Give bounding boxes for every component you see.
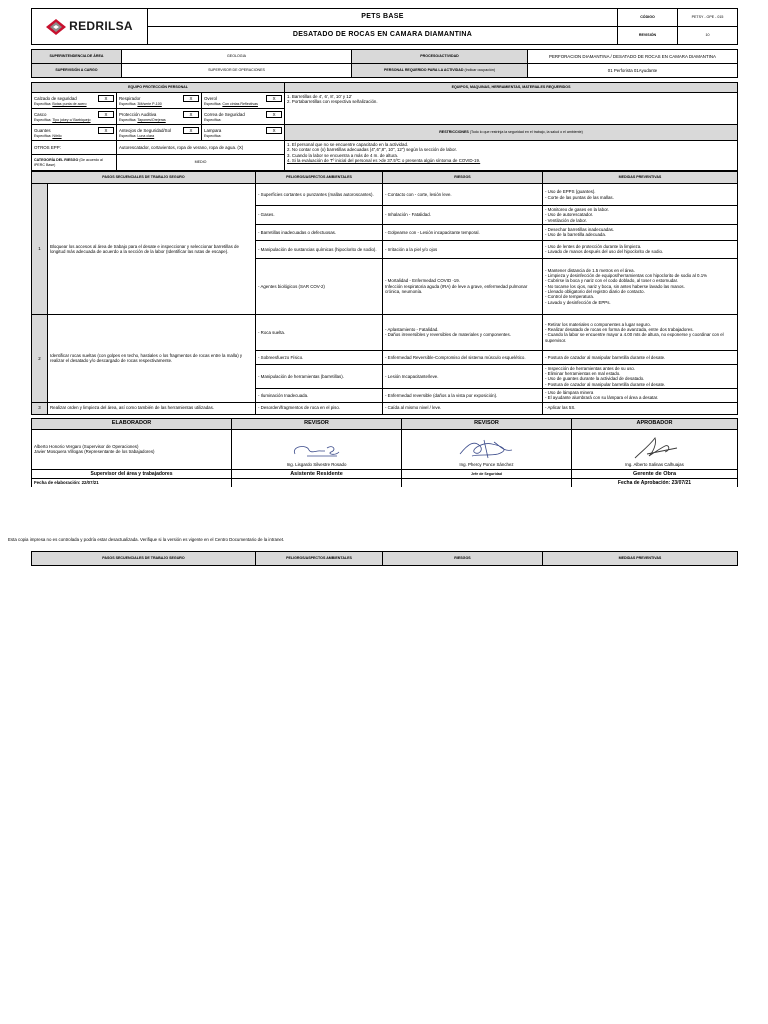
epp-check[interactable]: X — [98, 95, 114, 102]
epp-check[interactable]: X — [266, 111, 282, 118]
equipos-item: 2. Portabarretillas con respectiva señalización. — [287, 99, 378, 105]
elaborador-names: Alberto Honorio Vergaro (Supervisor de Operaciones) Javier Mosquera Villogas (Representante de los trabajadores) — [32, 429, 232, 469]
epp-item: Respirador X Especifica: 3M/serie P-100 — [117, 93, 202, 109]
epp-check[interactable]: X — [266, 95, 282, 102]
superintendencia-label: SUPERINTENDENCIA DE ÁREA — [32, 50, 122, 64]
step-riesgo: - Enfermedad reversible (daños a la vista por exposición). — [383, 388, 543, 402]
epp-item: Correa de Seguridad X Especifica: — [202, 109, 285, 125]
revisor2-signature-icon — [454, 436, 520, 462]
repeat-header-table — [31, 551, 738, 566]
fecha-aprobacion: Fecha de Aprobación: 23/07/21 — [572, 479, 738, 488]
aprobador-signature-icon — [625, 434, 685, 462]
revisor-role: Asistente Residente — [232, 469, 402, 479]
revision-value: 10 — [678, 27, 738, 45]
step-number: 2 — [32, 314, 48, 402]
repeat-col-peligros: PELIGROS/ASPECTOS AMBIENTALES — [256, 552, 383, 566]
proceso-value: PERFORACION DIAMANTINA / DESATADO DE ROCAS EN CAMARA DIAMANTINA — [528, 50, 738, 64]
revisor2-signature-cell — [402, 429, 572, 469]
codigo-label: CÓDIGO — [618, 9, 678, 27]
restriccion-item: 4. Si la evaluación de Tº inicial del personal es >de 37.5ºC o presenta algún síntoma de COVID-19. — [287, 157, 481, 163]
otros-epp-label: OTROS EPP: — [32, 141, 117, 155]
step-riesgo: - Aplastamiento - Fatalidad. - Daños irreversibles y reversibles de materiales y componentes. — [383, 314, 543, 350]
step-medida: - Postura de cazador al manipular barretilla durante el desate. — [543, 350, 738, 364]
epp-item: Protección Auditiva X Especifica: Tapones/Orejeras — [117, 109, 202, 125]
aprobador-name: Ing. Alberto Salinas Calhuajas — [625, 462, 684, 468]
epp-item: Guantes X Especifica: Nitrilo — [32, 125, 117, 141]
equipos-item: 1. Barretillas de 4', 6', 8', 10' y 12' — [287, 94, 352, 99]
step-peligro: - Manipulación de herramientas (barretillas). — [256, 364, 383, 388]
col-medidas: MEDIDAS PREVENTIVAS — [543, 172, 738, 184]
step-medida: - Aplicar las 5S. — [543, 402, 738, 414]
signatures-table — [31, 418, 738, 488]
epp-check[interactable]: X — [183, 95, 199, 102]
step-description: Realizar orden y limpieza del área, así como también de las herramientas utilizadas. — [48, 402, 256, 414]
supervision-label: SUPERVISIÓN A CARGO — [32, 64, 122, 78]
revisor-header: REVISOR — [232, 418, 402, 429]
epp-table — [31, 82, 738, 171]
step-riesgo: - Caída al mismo nivel / leve. — [383, 402, 543, 414]
elaborador-role: Supervisor del área y trabajadores — [32, 469, 232, 479]
revisor-signature-icon — [287, 440, 347, 462]
revisor2-header: REVISOR — [402, 418, 572, 429]
restriccion-item: 2. No contar con (x) barretillas adecuadas (4",6",8", 10", 12") según la sección de labor. — [287, 147, 457, 153]
repeat-col-riesgos: RIESGOS — [383, 552, 543, 566]
fecha-elaboracion: Fecha de elaboración: 22/07/21 — [32, 479, 232, 488]
logo-cell — [32, 9, 148, 45]
step-peligro: - Superficies cortantes o punzantes (mallas autoroscantes). — [256, 184, 383, 206]
repeat-col-medidas: MEDIDAS PREVENTIVAS — [543, 552, 738, 566]
redrilsa-logo-icon — [46, 19, 66, 35]
step-riesgo: - Lesión Incapacitante/leve. — [383, 364, 543, 388]
epp-check[interactable]: X — [183, 111, 199, 118]
step-riesgo: - Contacto con - corte, lesión leve. — [383, 184, 543, 206]
aprobador-signature-cell — [572, 429, 738, 469]
epp-item: Calzado de seguridad X Especifica: Botas punta de acero — [32, 93, 117, 109]
step-number: 1 — [32, 184, 48, 315]
superintendencia-value: GEOLOGIA — [122, 50, 352, 64]
step-medida: - Uso de lentes de protección durante la limpieza. - Lavado de manos después del uso del hipoclorito de sodio. — [543, 240, 738, 258]
personal-value: 01 Perforista 01Ayudante — [528, 64, 738, 78]
step-description: Bloquear los accesos al área de trabajo para el desate e inspeccionar y seleccionar barretillas de longitud más adecuada de acuerdo a la sección de la labor (Identificar las rutas de escape). — [48, 184, 256, 315]
step-medida: - Inspección de herramientas antes de su uso. - Eliminar herramientas en mal estado. - Uso de guantes durante la actividad de desatado. - Postura de cazador al manipular barretilla durante el desate. — [543, 364, 738, 388]
restricciones-header: RESTRICCIONES (Todo lo que restrinja la seguridad en el trabajo, la salud o el ambiente) — [285, 125, 738, 141]
epp-check[interactable]: X — [98, 127, 114, 134]
step-peligro: - Sobreesfuerzo Físico. — [256, 350, 383, 364]
col-riesgos: RIESGOS — [383, 172, 543, 184]
restricciones-list — [285, 141, 738, 171]
steps-table — [31, 171, 738, 415]
revisor2-name: Ing. Phercy Ponce Sánchez — [459, 462, 514, 468]
aprobador-role: Gerente de Obra — [572, 469, 738, 479]
footer-note: Esta copia impresa no es controlada y podría estar desactualizada. Verifique si la versión es vigente en el Centro Documentario de la intranet. — [8, 537, 285, 542]
revisor-signature-cell — [232, 429, 402, 469]
step-riesgo: - Inhalación - Fatalidad. — [383, 206, 543, 225]
riesgo-category-label: CATEGORÍA DEL RIESGO (De acuerdo al IPERC Base) — [32, 155, 117, 171]
pets-code: PETS BASE — [148, 9, 618, 27]
epp-check[interactable]: X — [98, 111, 114, 118]
restriccion-item: 1. El personal que no se encuentre capacitado en la actividad. — [287, 142, 409, 147]
steps-body — [32, 184, 738, 415]
step-medida: - Desechar barretillas inadecuadas. - Uso de la barretilla adecuada. — [543, 224, 738, 240]
step-riesgo: - Irritación a la piel y/o ojos — [383, 240, 543, 258]
repeat-header — [31, 551, 737, 566]
epp-item: Anteojos de Seguridad/Sol X Especifica: Luna clara — [117, 125, 202, 141]
step-riesgo: - Enfermedad Reversible-Compromiso del sistema músculo esquelético. — [383, 350, 543, 364]
step-medida: - Uso de EPPS (guantes). - Corte de las puntas de las mallas. — [543, 184, 738, 206]
epp-check[interactable]: X — [266, 127, 282, 134]
info-table — [31, 49, 738, 78]
personal-label: PERSONAL REQUERIDO PARA LA ACTIVIDAD (Indicar ocupación) — [352, 64, 528, 78]
step-description: Identificar rocas sueltas (con golpes en techo, hastiales o los fragmentos de rocas entre la malla) y realizar el desatado y/o descargado de rocas respectivamente. — [48, 314, 256, 402]
step-peligro: - Desorden/fragmentos de roca en el piso. — [256, 402, 383, 414]
step-peligro: - Agentes biológicos (SAR COV-2) — [256, 258, 383, 314]
epp-header: EQUIPO PROTECCIÓN PERSONAL — [32, 83, 285, 93]
step-peligro: - Gases. — [256, 206, 383, 225]
otros-epp-value: Autorescatador, cortavientos, ropa de verano, ropa de agua. (X) — [117, 141, 285, 155]
revisor-name: Ing. Lisgardo Silvestre Rosado — [286, 462, 347, 468]
col-pasos: PASOS SECUENCIALES DE TRABAJO SEGURO — [32, 172, 256, 184]
col-peligros: PELIGROS/ASPECTOS AMBIENTALES — [256, 172, 383, 184]
epp-item: Overol X Especifica: Con cintas Reflectivas — [202, 93, 285, 109]
step-riesgo: - Mortalidad - Enfermedad COVID -19. Infección respiratoria aguda (IRA) de leve a grave, enfermedad pulmonar crónica, neumonía. — [383, 258, 543, 314]
epp-item: Lampara X Especifica: — [202, 125, 285, 141]
equipos-list — [285, 93, 738, 125]
proceso-label: PROCESO/ACTIVIDAD — [352, 50, 528, 64]
document-title: DESATADO DE ROCAS EN CAMARA DIAMANTINA — [148, 27, 618, 45]
step-peligro: - Manipulación de sustancias químicas (hipoclorito de sodio). — [256, 240, 383, 258]
step-medida: - Mantener distancia de 1.5 metros en el área. - Limpieza y desinfección de equipos/herramientas con hipoclorito de sodio al 0.1% - Cubrirse la boca y nariz con el codo doblado, al toser o estornudar. - No tocarse los ojos, nariz y boca, sin antes haberse lavado las manos. - Llenado obligatorio del registro diario de contacto. - Control de temperatura. - Lavado y desinfección de EPPs. — [543, 258, 738, 314]
repeat-col-pasos: PASOS SECUENCIALES DE TRABAJO SEGURO — [32, 552, 256, 566]
elaborador-header: ELABORADOR — [32, 418, 232, 429]
restriccion-item: 3. Cuando la labor se encuentra a más de 4 m. de altura. — [287, 152, 399, 158]
step-number: 3 — [32, 402, 48, 414]
step-peligro: - Roca suelta. — [256, 314, 383, 350]
epp-item: Casco X Especifica: Tipo jokey c/ Barbiquejo — [32, 109, 117, 125]
aprobador-header: APROBADOR — [572, 418, 738, 429]
step-riesgo: - Golpearse con - Lesión incapacitante temporal. — [383, 224, 543, 240]
step-medida: - Uso de lámpara minera - El ayudante alumbrará con su lámpara el área a desatar. — [543, 388, 738, 402]
pets-document — [31, 8, 737, 487]
equipos-header: EQUIPOS, MAQUINAS, HERRAMIENTAS, MATERIALES REQUERIDOS — [285, 83, 738, 93]
revisor2-role: Jefe de Seguridad — [402, 469, 572, 479]
codigo-value: PETSY - OPE - 015 — [678, 9, 738, 27]
step-peligro: - Barretillas inadecuadas o defectuosas. — [256, 224, 383, 240]
revision-label: REVISIÓN — [618, 27, 678, 45]
riesgo-category-value: MEDIO — [117, 155, 285, 171]
step-medida: - Monitoreo de gases en la labor. - Uso de autorescatador. - Ventilación de labor. — [543, 206, 738, 225]
supervision-value: SUPERVISOR DE OPERACIONES — [122, 64, 352, 78]
epp-check[interactable]: X — [183, 127, 199, 134]
brand-name: REDRILSA — [69, 19, 133, 34]
step-medida: - Retirar los materiales o componentes a lugar seguro. - Realizar desatado de rocas en forma de avanzada, entre dos trabajadores. - Cuando la labor se encuentre mayor a 4.00 mts de altura, no exponerse y coordinar con el supervisor. — [543, 314, 738, 350]
header-table — [31, 8, 738, 45]
step-peligro: - Iluminación Inadecuada. — [256, 388, 383, 402]
